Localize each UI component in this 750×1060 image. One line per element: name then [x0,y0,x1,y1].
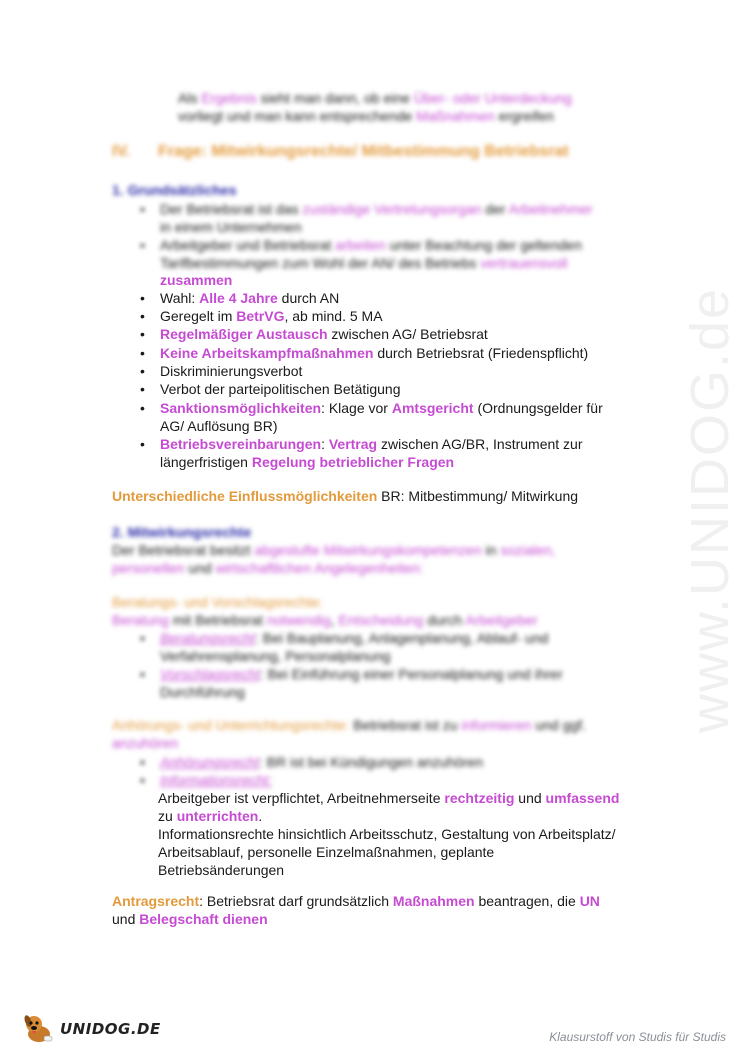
subsection-1-heading: 1. Grundsätzliches [112,182,237,198]
bullet-friedenspflicht: Keine Arbeitskampfmaßnahmen durch Betriebsrat (Friedenspflicht) [160,345,589,361]
bullet-2-line-1: Arbeitgeber und Betriebsrat arbeiten unter Beachtung der geltenden [160,237,582,253]
top-line-1: Als Ergebnis sieht man dann, ob eine Über- oder Unterdeckung [178,90,572,106]
antrag-line-1: Antragsrecht: Betriebsrat darf grundsätzlich Maßnahmen beantragen, die UN [112,893,600,909]
info-line-5: Betriebsänderungen [158,862,285,878]
bullet-dot: • [140,326,145,342]
bullet-vereinbarung-line-2: längerfristigen Regelung betrieblicher Fragen [160,454,455,470]
watermark-text: www.UNIDOG.de [680,286,740,734]
subsection-2-line-1: Der Betriebsrat besitzt abgestufte Mitwirkungskompetenzen in sozialen, [112,542,556,558]
bullet-dot: • [140,772,145,788]
beratung-bullet-2-line-1: Vorschlagsrecht: Bei Einführung einer Personalplanung und ihrer [160,666,563,682]
anhoerung-heading-line-1: Anhörungs- und Unterrichtungsrechte: Betriebsrat ist zu informieren und ggf. [112,717,586,733]
info-line-3: Informationsrechte hinsichtlich Arbeitsschutz, Gestaltung von Arbeitsplatz/ [158,826,616,842]
anhoerung-bullet-1: Anhörungsrecht: BR ist bei Kündigungen anzuhören [160,754,484,770]
dog-icon [22,1012,56,1046]
beratung-heading: Beratungs- und Vorschlagsrechte: [112,594,323,610]
bullet-2-line-2: Tarifbestimmungen zum Wohl der AN/ des Betriebs vertrauensvoll [160,255,568,271]
bullet-1-line-1: Der Betriebsrat ist das zuständige Vertretungsorgan der Arbeitnehmer [160,201,593,217]
bullet-dot: • [140,754,145,770]
antrag-line-2: und Belegschaft dienen [112,911,268,927]
footer-slogan: Klausurstoff von Studis für Studis [549,1030,726,1044]
anhoerung-bullet-2: Informationsrecht: [160,772,273,788]
info-line-1: Arbeitgeber ist verpflichtet, Arbeitnehmerseite rechtzeitig und umfassend [158,790,620,806]
bullet-dot: • [140,363,145,379]
bullet-1-line-2: in einem Unternehmen [160,219,302,235]
bullet-parteipolitik: Verbot der parteipolitischen Betätigung [160,381,401,397]
bullet-2-line-3: zusammen [160,272,233,288]
section-iv-number: IV. [112,143,131,160]
bullet-geregelt: Geregelt im BetrVG, ab mind. 5 MA [160,308,383,324]
unidog-logo[interactable] [22,1012,161,1046]
section-iv-title: Frage: Mitwirkungsrechte/ Mitbestimmung Betriebsrat [158,143,569,160]
beratung-bullet-1-line-1: Beratungsrecht: Bei Bauplanung, Anlagenplanung, Ablauf- und [160,630,549,646]
bullet-austausch: Regelmäßiger Austausch zwischen AG/ Betriebsrat [160,326,488,342]
anhoerung-heading-line-2: anzuhören [112,735,179,751]
subsection-2-heading: 2. Mitwirkungsrechte [112,524,252,540]
beratung-bullet-2-line-2: Durchführung [160,684,245,700]
subsection-2-line-2: personellen und wirtschaftlichen Angelegenheiten: [112,560,424,576]
top-line-2: vorliegt und man kann entsprechende Maßnahmen ergreifen [178,108,554,124]
bullet-dot: • [140,630,145,646]
bullet-dot: • [140,400,145,416]
bullet-dot: • [140,436,145,452]
beratung-bullet-1-line-2: Verfahrensplanung, Personalplanung [160,648,391,664]
bullet-vereinbarung-line-1: Betriebsvereinbarungen: Vertrag zwischen AG/BR, Instrument zur [160,436,583,452]
bullet-wahl: Wahl: Alle 4 Jahre durch AN [160,290,340,306]
bullet-dot: • [140,381,145,397]
bullet-dot: • [140,345,145,361]
logo-text: UNIDOG.DE [60,1020,161,1038]
bullet-diskriminierung: Diskriminierungsverbot [160,363,303,379]
bullet-dot: • [140,201,145,217]
bullet-sanktion-line-2: AG/ Auflösung BR) [160,418,278,434]
watermark [680,280,740,740]
bullet-sanktion-line-1: Sanktionsmöglichkeiten: Klage vor Amtsgericht (Ordnungsgelder für [160,400,603,416]
info-line-2: zu unterrichten. [158,808,263,824]
bullet-dot: • [140,308,145,324]
einfluss-line: Unterschiedliche Einflussmöglichkeiten BR: Mitbestimmung/ Mitwirkung [112,488,579,504]
bullet-dot: • [140,237,145,253]
info-line-4: Arbeitsablauf, personelle Einzelmaßnahmen, geplante [158,844,495,860]
bullet-dot: • [140,666,145,682]
bullet-dot: • [140,290,145,306]
beratung-line: Beratung mit Betriebsrat notwendig, Entscheidung durch Arbeitgeber [112,612,538,628]
